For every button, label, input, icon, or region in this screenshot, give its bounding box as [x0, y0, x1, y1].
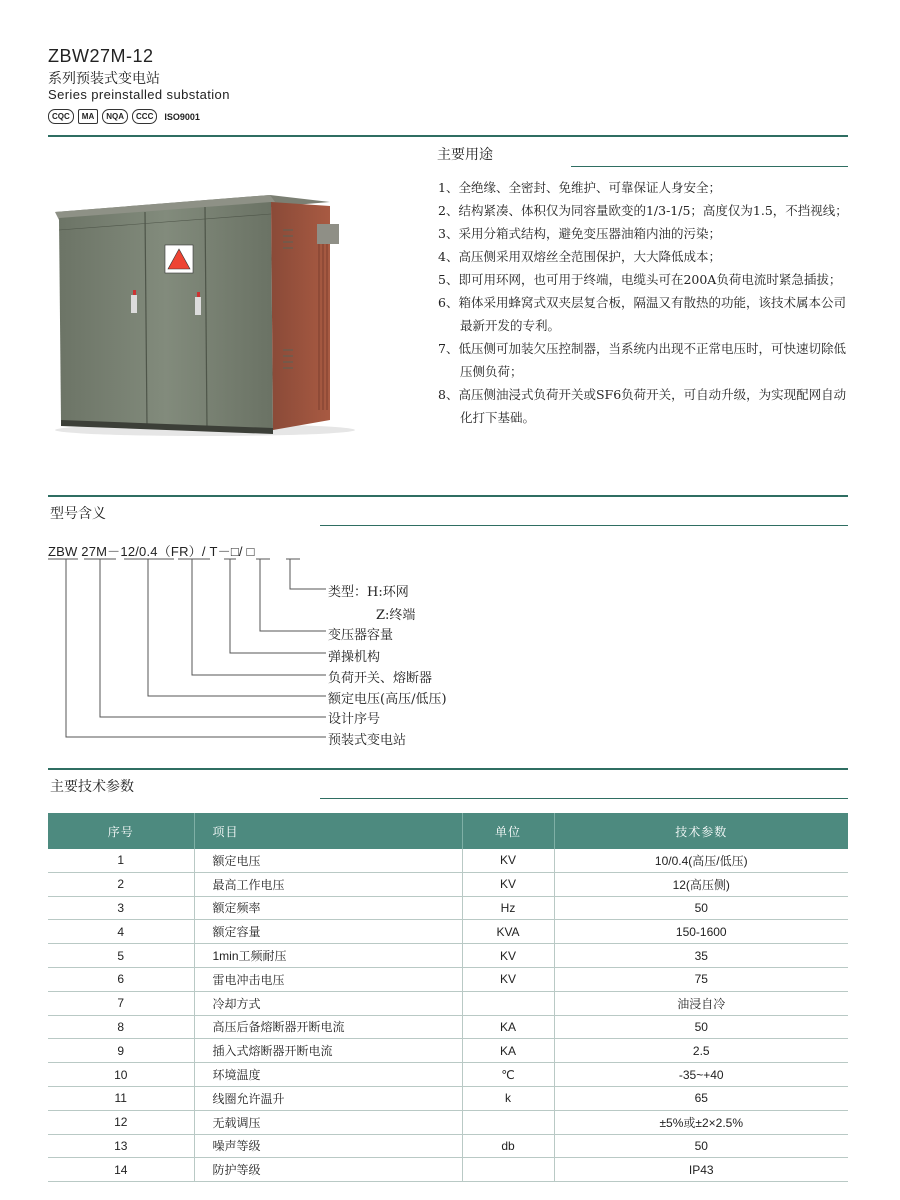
specs-title-underline	[320, 798, 848, 799]
table-row	[48, 849, 848, 872]
cell-index: 10	[48, 1063, 194, 1087]
cell-item: 额定容量	[194, 920, 462, 944]
specs-section-divider	[48, 768, 848, 770]
cell-value: 12(高压侧)	[554, 872, 848, 896]
table-row	[48, 872, 848, 896]
table-header-row	[48, 813, 848, 849]
cell-value: 65	[554, 1086, 848, 1110]
feature-item: 5、即可用环网，也可用于终端，电缆头可在200A负荷电流时紧急插拔；	[438, 272, 842, 287]
nqa-logo: NQA	[102, 109, 128, 124]
cell-value: 150-1600	[554, 920, 848, 944]
cell-item: 1min工频耐压	[194, 944, 462, 968]
technical-parameters-table	[48, 813, 848, 1182]
model-section-divider	[48, 495, 848, 497]
feature-item: 7、低压侧可加装欠压控制器，当系统内出现不正常电压时，可快速切除低压侧负荷；	[438, 341, 846, 379]
iso9001-logo: ISO9001	[164, 111, 200, 122]
header-item: 项目	[194, 813, 462, 849]
cell-index: 14	[48, 1158, 194, 1182]
cell-unit: KVA	[462, 920, 554, 944]
cell-item: 额定电压	[194, 849, 462, 872]
cell-index: 2	[48, 872, 194, 896]
header-value: 技术参数	[554, 813, 848, 849]
header-divider	[48, 135, 848, 137]
table-row	[48, 944, 848, 968]
cell-item: 额定频率	[194, 896, 462, 920]
usage-title-underline	[571, 166, 848, 167]
model-title-underline	[320, 525, 848, 526]
cell-index: 8	[48, 1015, 194, 1039]
table-row	[48, 1063, 848, 1087]
legend-rated-voltage: 额定电压(高压/低压)	[328, 692, 447, 707]
specs-section-title: 主要技术参数	[50, 778, 134, 794]
legend-load-switch-fuse: 负荷开关、熔断器	[328, 671, 433, 686]
cell-item: 高压后备熔断器开断电流	[194, 1015, 462, 1039]
cell-index: 4	[48, 920, 194, 944]
cell-index: 11	[48, 1086, 194, 1110]
table-row	[48, 1015, 848, 1039]
cell-unit: KA	[462, 1039, 554, 1063]
cell-unit: Hz	[462, 896, 554, 920]
cell-unit	[462, 1110, 554, 1134]
product-title-en: Series preinstalled substation	[48, 87, 230, 102]
cell-unit: KV	[462, 872, 554, 896]
cell-unit: db	[462, 1134, 554, 1158]
cell-value: -35~+40	[554, 1063, 848, 1087]
model-code-leader-lines	[40, 555, 340, 750]
feature-item: 4、高压侧采用双熔丝全范围保护，大大降低成本；	[438, 249, 721, 264]
feature-item: 6、箱体采用蜂窝式双夹层复合板，隔温又有散热的功能，该技术属本公司最新开发的专利。	[438, 295, 846, 333]
table-row	[48, 1039, 848, 1063]
cell-unit: KV	[462, 967, 554, 991]
cell-item: 噪声等级	[194, 1134, 462, 1158]
cell-unit: KV	[462, 944, 554, 968]
table-row	[48, 1110, 848, 1134]
cell-index: 7	[48, 991, 194, 1015]
cell-value: ±5%或±2×2.5%	[554, 1110, 848, 1134]
table-row	[48, 967, 848, 991]
legend-type-terminal: Z:终端	[376, 608, 416, 623]
cqc-logo: CQC	[48, 109, 74, 124]
certification-logos	[48, 109, 200, 124]
cell-value: 10/0.4(高压/低压)	[554, 849, 848, 872]
usage-feature-list	[438, 176, 848, 429]
legend-preinstalled-substation: 预装式变电站	[328, 733, 407, 748]
table-row	[48, 896, 848, 920]
cell-value: 50	[554, 1134, 848, 1158]
cell-item: 无载调压	[194, 1110, 462, 1134]
cell-index: 1	[48, 849, 194, 872]
product-title-cn: 系列预装式变电站	[48, 70, 160, 86]
product-model-title: ZBW27M-12	[48, 46, 154, 66]
cell-unit	[462, 1158, 554, 1182]
cell-unit: k	[462, 1086, 554, 1110]
feature-item: 1、全绝缘、全密封、免维护、可靠保证人身安全；	[438, 180, 721, 195]
cell-item: 环境温度	[194, 1063, 462, 1087]
cell-unit: KA	[462, 1015, 554, 1039]
header-index: 序号	[48, 813, 194, 849]
cell-value: 50	[554, 896, 848, 920]
cell-value: 35	[554, 944, 848, 968]
table-row	[48, 1134, 848, 1158]
legend-type: 类型：H:环网	[328, 585, 409, 600]
cell-unit	[462, 991, 554, 1015]
cell-item: 防护等级	[194, 1158, 462, 1182]
legend-design-sequence: 设计序号	[328, 712, 381, 727]
usage-section-title: 主要用途	[437, 146, 493, 162]
table-row	[48, 1086, 848, 1110]
cell-index: 5	[48, 944, 194, 968]
cell-value: 油浸自冷	[554, 991, 848, 1015]
cell-index: 13	[48, 1134, 194, 1158]
feature-item: 2、结构紧凑、体积仅为同容量欧变的1/3-1/5；高度仅为1.5，不挡视线；	[438, 203, 848, 218]
cell-unit: KV	[462, 849, 554, 872]
cell-item: 插入式熔断器开断电流	[194, 1039, 462, 1063]
cell-value: 75	[554, 967, 848, 991]
cell-value: 2.5	[554, 1039, 848, 1063]
cell-item: 冷却方式	[194, 991, 462, 1015]
feature-item: 3、采用分箱式结构，避免变压器油箱内油的污染；	[438, 226, 721, 241]
ccc-logo: CCC	[132, 109, 157, 124]
table-row	[48, 920, 848, 944]
model-section-title: 型号含义	[50, 505, 106, 521]
header-unit: 单位	[462, 813, 554, 849]
model-code-string: ZBW 27M－12/0.4（FR）/ T－□/ □	[48, 544, 255, 559]
cell-index: 9	[48, 1039, 194, 1063]
ma-logo: MA	[78, 109, 98, 124]
table-row	[48, 1158, 848, 1182]
cell-index: 12	[48, 1110, 194, 1134]
cell-unit: ℃	[462, 1063, 554, 1087]
cell-index: 3	[48, 896, 194, 920]
cell-value: IP43	[554, 1158, 848, 1182]
cell-item: 最高工作电压	[194, 872, 462, 896]
substation-product-photo	[55, 190, 355, 440]
feature-item: 8、高压侧油浸式负荷开关或SF6负荷开关，可自动升级，为实现配网自动化打下基础。	[438, 387, 847, 425]
legend-spring-mechanism: 弹操机构	[328, 650, 381, 665]
cell-item: 雷电冲击电压	[194, 967, 462, 991]
cell-item: 线圈允许温升	[194, 1086, 462, 1110]
cell-index: 6	[48, 967, 194, 991]
legend-transformer-capacity: 变压器容量	[328, 628, 394, 643]
cell-value: 50	[554, 1015, 848, 1039]
table-row	[48, 991, 848, 1015]
